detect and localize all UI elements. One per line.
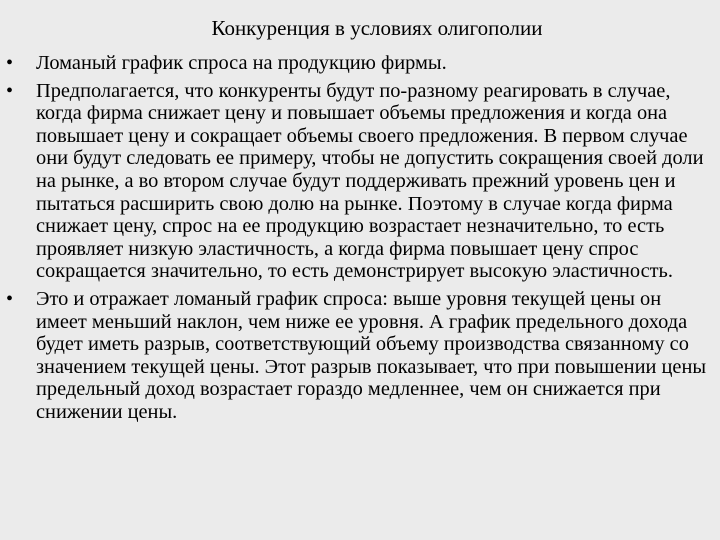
bullet-text: Ломаный график спроса на продукцию фирмы. (36, 52, 447, 74)
bullet-dot-icon: • (6, 52, 14, 74)
bullet-item (6, 80, 712, 283)
bullet-list (6, 52, 712, 429)
bullet-dot-icon: • (6, 79, 14, 102)
slide-title: Конкуренция в условиях олигополии (211, 16, 543, 40)
bullet-item (6, 52, 712, 75)
bullet-dot-icon: • (6, 287, 14, 310)
bullet-item (6, 288, 712, 424)
bullet-text: Это и отражает ломаный график спроса: выше уровня текущей цены он имеет меньший наклон, чем ниже ее уровня. А график предельного дохода будет иметь разрыв, соответствующий объему производства связанному со значением текущей цены. Этот разрыв показывает, что при повышении цены предельный доход возрастает гораздо медленнее, чем он снижается при снижении цены. (36, 287, 707, 423)
bullet-text: Предполагается, что конкуренты будут по-разному реагировать в случае, когда фирма снижает цену и повышает объемы предложения и когда она повышает цену и сокращает объемы своего предложения. В первом случае они будут следовать ее примеру, чтобы не допустить сокращения своей доли на рынке, а во втором случае будут поддерживать прежний уровень цен и пытаться расширить свою долю на рынке. Поэтому в случае когда фирма снижает цену, спрос на ее продукцию возрастает незначительно, то есть проявляет низкую эластичность, а когда фирма повышает цену спрос сокращается значительно, то есть демонстрирует высокую эластичность. (36, 79, 704, 283)
